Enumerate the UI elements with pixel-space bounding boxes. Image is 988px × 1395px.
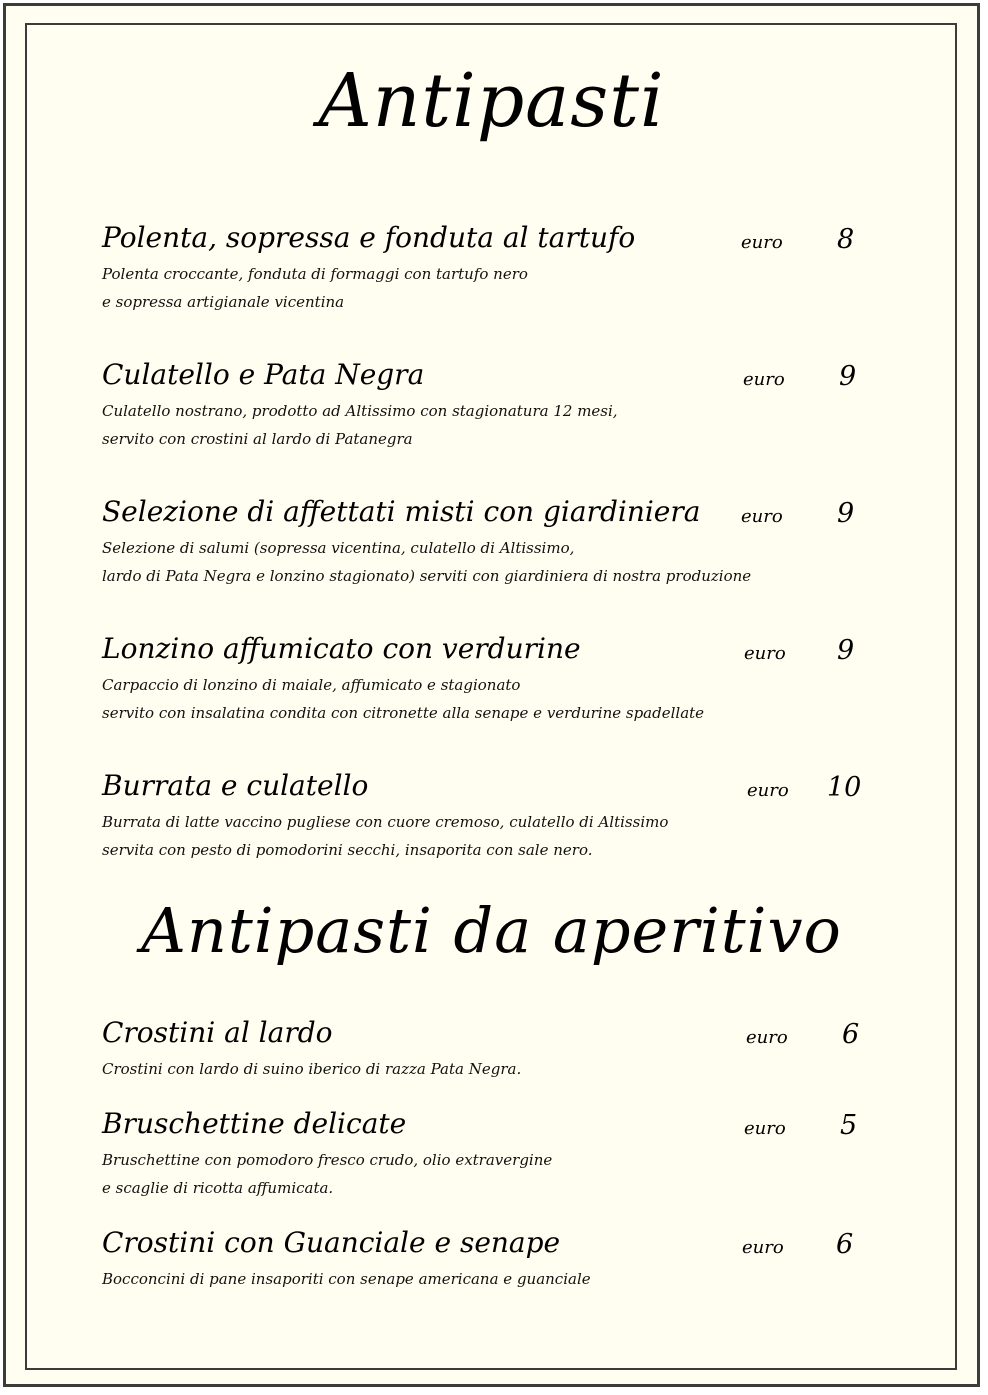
menu-item bbox=[102, 1226, 882, 1293]
item-description-line: servito con crostini al lardo di Patanegra bbox=[102, 430, 413, 448]
item-price: 8 bbox=[837, 224, 855, 255]
item-description-line: Burrata di latte vaccino pugliese con cuore cremoso, culatello di Altissimo bbox=[102, 813, 669, 831]
item-description bbox=[102, 1146, 882, 1202]
item-currency: euro bbox=[744, 643, 786, 664]
item-name: Lonzino affumicato con verdurine bbox=[102, 632, 581, 665]
item-description bbox=[102, 808, 882, 864]
item-description-line: Bruschettine con pomodoro fresco crudo, olio extravergine bbox=[102, 1151, 553, 1169]
item-description-line: servita con pesto di pomodorini secchi, insaporita con sale nero. bbox=[102, 841, 593, 859]
item-description bbox=[102, 260, 882, 316]
item-description-line: servito con insalatina condita con citronette alla senape e verdurine spadellate bbox=[102, 704, 705, 722]
item-name: Crostini al lardo bbox=[102, 1016, 333, 1049]
menu-item bbox=[102, 1107, 882, 1202]
item-description bbox=[102, 1055, 882, 1083]
menu-item bbox=[102, 495, 882, 590]
menu-item bbox=[102, 358, 882, 453]
menu-item bbox=[102, 632, 882, 727]
item-currency: euro bbox=[743, 369, 785, 390]
item-currency: euro bbox=[742, 1237, 784, 1258]
menu-page bbox=[3, 3, 980, 1387]
item-name: Polenta, sopressa e fonduta al tartufo bbox=[102, 221, 636, 254]
section-title-antipasti-da-aperitivo: Antipasti da aperitivo bbox=[141, 894, 842, 967]
item-description-line: Polenta croccante, fonduta di formaggi con tartufo nero bbox=[102, 265, 528, 283]
item-description-line: Carpaccio di lonzino di maiale, affumicato e stagionato bbox=[102, 676, 521, 694]
item-currency: euro bbox=[741, 232, 783, 253]
item-description bbox=[102, 1265, 882, 1293]
item-description bbox=[102, 534, 882, 590]
menu-item bbox=[102, 221, 882, 316]
item-description-line: e scaglie di ricotta affumicata. bbox=[102, 1179, 334, 1197]
item-price: 6 bbox=[842, 1019, 860, 1050]
item-price: 6 bbox=[836, 1229, 854, 1260]
item-currency: euro bbox=[747, 780, 789, 801]
item-name: Bruschettine delicate bbox=[102, 1107, 407, 1140]
section-title-antipasti: Antipasti bbox=[318, 58, 665, 144]
item-description-line: e sopressa artigianale vicentina bbox=[102, 293, 345, 311]
item-name: Crostini con Guanciale e senape bbox=[102, 1226, 561, 1259]
item-price: 9 bbox=[837, 635, 855, 666]
item-description-line: Culatello nostrano, prodotto ad Altissimo con stagionatura 12 mesi, bbox=[102, 402, 618, 420]
menu-item bbox=[102, 1016, 882, 1083]
item-name: Selezione di affettati misti con giardiniera bbox=[102, 495, 701, 528]
item-price: 9 bbox=[837, 498, 855, 529]
item-currency: euro bbox=[746, 1027, 788, 1048]
item-description bbox=[102, 671, 882, 727]
item-name: Burrata e culatello bbox=[102, 769, 369, 802]
item-description-line: Selezione di salumi (sopressa vicentina, culatello di Altissimo, bbox=[102, 539, 575, 557]
item-price: 10 bbox=[827, 772, 862, 803]
item-description-line: Crostini con lardo di suino iberico di razza Pata Negra. bbox=[102, 1060, 522, 1078]
menu-item bbox=[102, 769, 882, 864]
item-name: Culatello e Pata Negra bbox=[102, 358, 425, 391]
item-description bbox=[102, 397, 882, 453]
item-description-line: lardo di Pata Negra e lonzino stagionato) serviti con giardiniera di nostra produzione bbox=[102, 567, 752, 585]
item-currency: euro bbox=[741, 506, 783, 527]
item-price: 9 bbox=[839, 361, 857, 392]
item-description-line: Bocconcini di pane insaporiti con senape americana e guanciale bbox=[102, 1270, 591, 1288]
item-currency: euro bbox=[744, 1118, 786, 1139]
item-price: 5 bbox=[840, 1110, 858, 1141]
